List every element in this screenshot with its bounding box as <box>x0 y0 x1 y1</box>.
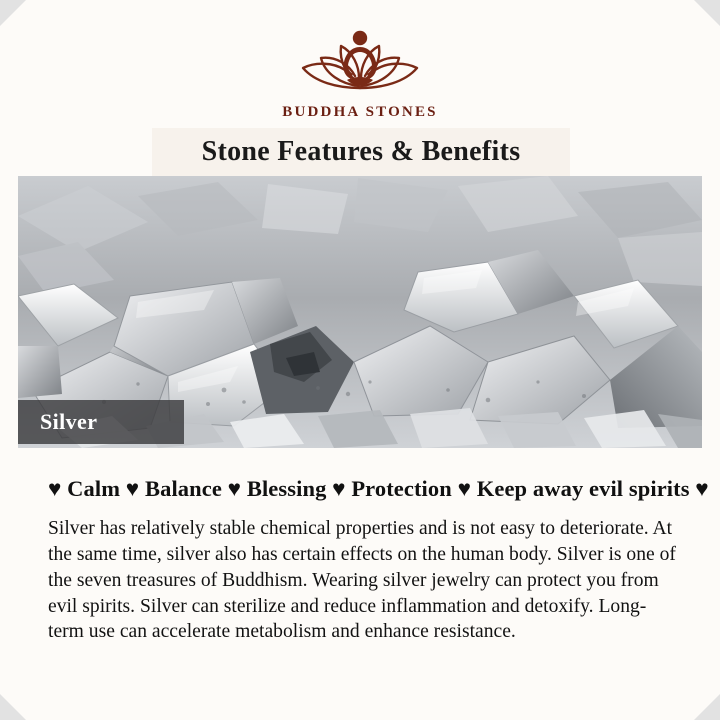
stone-description-panel <box>18 448 709 664</box>
benefit-keywords: ♥ Calm ♥ Balance ♥ Blessing ♥ Protection ♥ Keep away evil spirits ♥ <box>48 476 709 501</box>
corner-notch-bottom-right <box>694 694 720 720</box>
stone-name: Silver <box>40 409 98 434</box>
corner-notch-bottom-left <box>0 694 26 720</box>
hero-caption <box>18 400 184 444</box>
lotus-meditation-figure-icon <box>285 22 435 100</box>
section-title-band <box>152 128 570 177</box>
stone-description-text: Silver has relatively stable chemical properties and is not easy to deteriorate. At the same time, silver also has certain effects on the human body. Silver is one of the seven treasures of Buddhism. Wearing silver jewelry can protect you from evil spirits. Silver can sterilize and reduce inflammation and detoxify. Long-term use can accelerate metabolism and enhance resistance. <box>48 518 676 643</box>
brand-name: BUDDHA STONES <box>282 104 438 120</box>
page-title: Stone Features & Benefits <box>201 136 521 167</box>
brand-logo-block <box>0 22 720 121</box>
